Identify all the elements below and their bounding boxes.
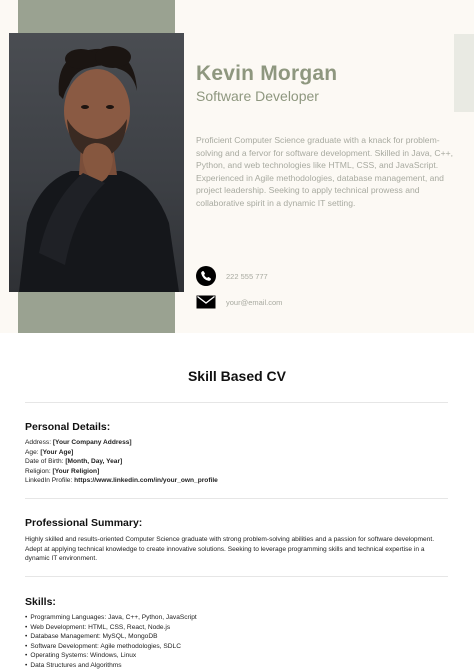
document-title: Skill Based CV [187, 368, 287, 384]
profile-name: Kevin Morgan [196, 62, 338, 85]
list-item: • Programming Languages: Java, C++, Python, JavaScript [25, 613, 449, 623]
profile-header [0, 0, 474, 333]
email-address[interactable]: your@email.com [226, 297, 283, 307]
divider [25, 402, 448, 403]
list-item: • Data Structures and Algorithms [25, 661, 449, 671]
detail-row-age: Age: [Your Age] [25, 448, 74, 456]
detail-row-religion: Religion: [Your Religion] [25, 467, 100, 475]
sage-accent-tab [454, 34, 474, 112]
personal-details-list [25, 438, 449, 486]
skills-heading: Skills: [25, 596, 56, 608]
skills-list [25, 613, 449, 670]
profile-bio: Proficient Computer Science graduate with a knack for problem-solving and a fervor for software development. Skilled in Java, C++, Python, and web technologies like HTML, CSS, and JavaScript. Experienced in Agile methodologies, database management, and project leadership. Seeking to apply technical prowess and collaborative spirit in a dynamic IT setting. [196, 135, 453, 208]
list-item: • Software Development: Agile methodologies, SDLC [25, 642, 449, 652]
phone-icon [196, 266, 216, 286]
detail-row-linkedin: LinkedIn Profile: https://www.linkedin.com/in/your_own_profile [25, 477, 218, 484]
linkedin-link[interactable]: https://www.linkedin.com/in/your_own_profile [74, 477, 218, 484]
envelope-icon [196, 292, 216, 312]
professional-summary-heading: Professional Summary: [25, 517, 143, 529]
list-item: • Web Development: HTML, CSS, React, Node.js [25, 623, 449, 633]
detail-row-address: Address: [Your Company Address] [25, 439, 132, 446]
list-item: • Operating Systems: Windows, Linux [25, 651, 449, 661]
personal-details-heading: Personal Details: [25, 421, 111, 433]
phone-number[interactable]: 222 555 777 [226, 271, 268, 281]
detail-row-dob: Date of Birth: [Month, Day, Year] [25, 458, 123, 465]
profile-role: Software Developer [196, 88, 319, 104]
contact-email [196, 292, 282, 312]
divider [25, 498, 448, 499]
professional-summary-text: Highly skilled and results-oriented Computer Science graduate with strong problem-solving abilities and a passion for software development. Adept at applying technical knowledge to create innovative solutions. Seeking to leverage programming skills and technical expertise in a dynamic IT environment. [25, 536, 435, 562]
list-item: • Database Management: MySQL, MongoDB [25, 632, 449, 642]
divider [25, 576, 448, 577]
contact-phone [196, 266, 268, 286]
profile-photo [9, 33, 184, 292]
